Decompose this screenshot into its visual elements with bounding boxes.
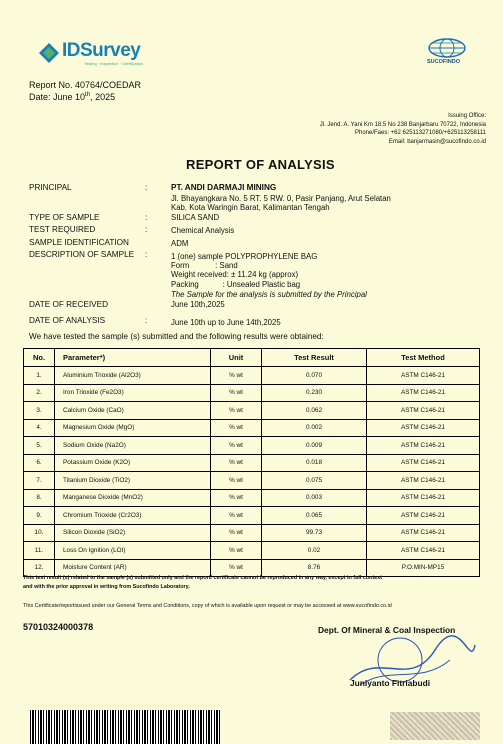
disclaimer-line-1: This test result (s) related to the sample (s) submitted only and the report/ certificate cannot be reproduced in any way, except in full context [23,575,383,581]
row-no: 2. [24,384,55,402]
row-no: 12. [24,559,55,577]
disclaimer-line-2: and with the prior approval in writing from Sucofindo Laboratory. [23,584,190,590]
row-result: 0.075 [262,472,367,490]
row-method: ASTM C146-21 [367,524,480,542]
document-code: 57010324000378 [23,622,94,632]
row-no: 1. [24,367,55,385]
row-parameter: Magnesium Oxide (MgO) [55,419,211,437]
row-no: 9. [24,507,55,525]
analysis-label: DATE OF ANALYSIS [29,316,106,325]
header-parameter: Parameter*) [55,349,211,367]
table-row [24,367,480,385]
row-parameter: Calcium Oxide (CaO) [55,402,211,420]
row-no: 5. [24,437,55,455]
desc-label: DESCRIPTION OF SAMPLE [29,250,135,259]
table-row [24,437,480,455]
row-method: ASTM C146-21 [367,402,480,420]
row-method: ASTM C146-21 [367,384,480,402]
barcode [30,710,220,744]
row-unit: % wt [211,437,262,455]
header-result: Test Result [262,349,367,367]
id-value: ADM [171,239,189,248]
desc-packing: Packing : Unsealed Plastic bag [171,280,301,289]
office-address: Jl. Jend. A. Yani Km 18,5 No 238 Banjarbaru 70722, Indonesia [319,121,486,128]
test-colon: : [145,225,148,234]
page-title: REPORT OF ANALYSIS [186,157,335,172]
desc-note: The Sample for the analysis is submitted by the Principal [171,290,367,299]
desc-colon: : [145,250,148,259]
row-unit: % wt [211,402,262,420]
type-colon: : [145,213,148,222]
principal-label: PRINCIPAL [29,183,72,192]
idsurvey-logo [38,40,168,70]
row-result: 0.070 [262,367,367,385]
row-method: ASTM C146-21 [367,489,480,507]
results-table [23,348,480,577]
row-parameter: Iron Trioxide (Fe2O3) [55,384,211,402]
row-parameter: Moisture Content (AR) [55,559,211,577]
row-unit: % wt [211,472,262,490]
row-method: ASTM C146-21 [367,419,480,437]
row-unit: % wt [211,454,262,472]
desc-line-1: 1 (one) sample POLYPROPHYLENE BAG [171,252,318,261]
idsurvey-tagline: Testing · Inspection · Certification [84,61,144,66]
row-parameter: Titanium Dioxide (TiO2) [55,472,211,490]
table-header-row [24,349,480,367]
office-title: Issuing Office: [448,113,486,119]
analysis-value: June 10th up to June 14th,2025 [171,318,281,327]
table-row [24,542,480,560]
table-row [24,559,480,577]
row-parameter: Silicon Dioxide (SiO2) [55,524,211,542]
row-result: 0.02 [262,542,367,560]
row-unit: % wt [211,384,262,402]
row-no: 3. [24,402,55,420]
row-method: ASTM C146-21 [367,472,480,490]
test-value: Chemical Analysis [171,226,235,235]
header-method: Test Method [367,349,480,367]
row-no: 10. [24,524,55,542]
terms-text: This Certificate/reportissued under our General Terms and Conditions, copy of which is available upon request or may be accessed at www.sucofindo.co.id [23,603,392,609]
report-date: Date: June 10th, 2025 [29,92,116,102]
row-no: 8. [24,489,55,507]
row-no: 4. [24,419,55,437]
table-row [24,472,480,490]
row-unit: % wt [211,419,262,437]
row-parameter: Potassium Oxide (K2O) [55,454,211,472]
signature-stamp [340,630,480,700]
received-value: June 10th,2025 [171,300,225,309]
row-unit: % wt [211,524,262,542]
header-no: No. [24,349,55,367]
row-method: ASTM C146-21 [367,542,480,560]
row-result: 0.018 [262,454,367,472]
row-result: 99.73 [262,524,367,542]
office-email: Email: banjarmasin@sucofindo.co.id [388,138,486,145]
idsurvey-mark-icon [38,42,60,64]
row-method: ASTM C146-21 [367,367,480,385]
table-row [24,419,480,437]
principal-address-2: Kab. Kota Waringin Barat, Kalimantan Tengah [171,203,330,212]
row-result: 0.062 [262,402,367,420]
principal-colon: : [145,183,148,192]
sucofindo-brand: SUCOFINDO [427,59,460,65]
table-row [24,402,480,420]
table-row [24,454,480,472]
idsurvey-brand: IDSurvey [62,40,141,61]
row-result: 0.003 [262,489,367,507]
report-number: Report No. 40764/COEDAR [29,80,142,90]
office-phone: Phone/Faes: +62 625113271080/+625113258111 [354,130,486,136]
row-parameter: Sodium Oxide (Na2O) [55,437,211,455]
row-unit: % wt [211,559,262,577]
received-label: DATE OF RECEIVED [29,300,109,309]
desc-weight: Weight received: ± 11.24 kg (approx) [171,270,299,279]
row-result: 0.065 [262,507,367,525]
principal-address-1: Jl. Bhayangkara No. 5 RT. 5 RW. 0, Pasir Panjang, Arut Selatan [171,194,391,203]
test-label: TEST REQUIRED [29,225,96,234]
intro-text: We have tested the sample (s) submitted and the following results were obtained: [29,332,324,341]
header-unit: Unit [211,349,262,367]
row-method: P.O.MIN-MP15 [367,559,480,577]
security-strip [390,712,480,740]
row-result: 0.230 [262,384,367,402]
row-unit: % wt [211,367,262,385]
table-row [24,507,480,525]
row-parameter: Loss On Ignition (LOI) [55,542,211,560]
signer-name: Juniyanto Fitriabudi [350,678,431,688]
id-label: SAMPLE IDENTIFICATION [29,238,129,247]
globe-icon [427,38,467,58]
row-method: ASTM C146-21 [367,437,480,455]
row-result: 0.002 [262,419,367,437]
row-method: ASTM C146-21 [367,507,480,525]
row-parameter: Manganese Dioxide (MnO2) [55,489,211,507]
row-no: 11. [24,542,55,560]
dept-name: Dept. Of Mineral & Coal Inspection [318,625,456,635]
row-method: ASTM C146-21 [367,454,480,472]
row-no: 6. [24,454,55,472]
row-result: 8.76 [262,559,367,577]
row-parameter: Aluminium Trioxide (Al2O3) [55,367,211,385]
type-label: TYPE OF SAMPLE [29,213,100,222]
row-result: 0.009 [262,437,367,455]
table-row [24,489,480,507]
table-row [24,524,480,542]
row-unit: % wt [211,489,262,507]
row-unit: % wt [211,542,262,560]
desc-form: Form : Sand [171,261,238,270]
analysis-colon: : [145,316,148,325]
principal-value: PT. ANDI DARMAJI MINING [171,183,277,192]
sucofindo-logo [425,38,469,68]
row-parameter: Chromium Trioxide (Cr2O3) [55,507,211,525]
type-value: SILICA SAND [171,213,220,222]
row-no: 7. [24,472,55,490]
issuing-office [320,112,486,146]
table-row [24,384,480,402]
row-unit: % wt [211,507,262,525]
